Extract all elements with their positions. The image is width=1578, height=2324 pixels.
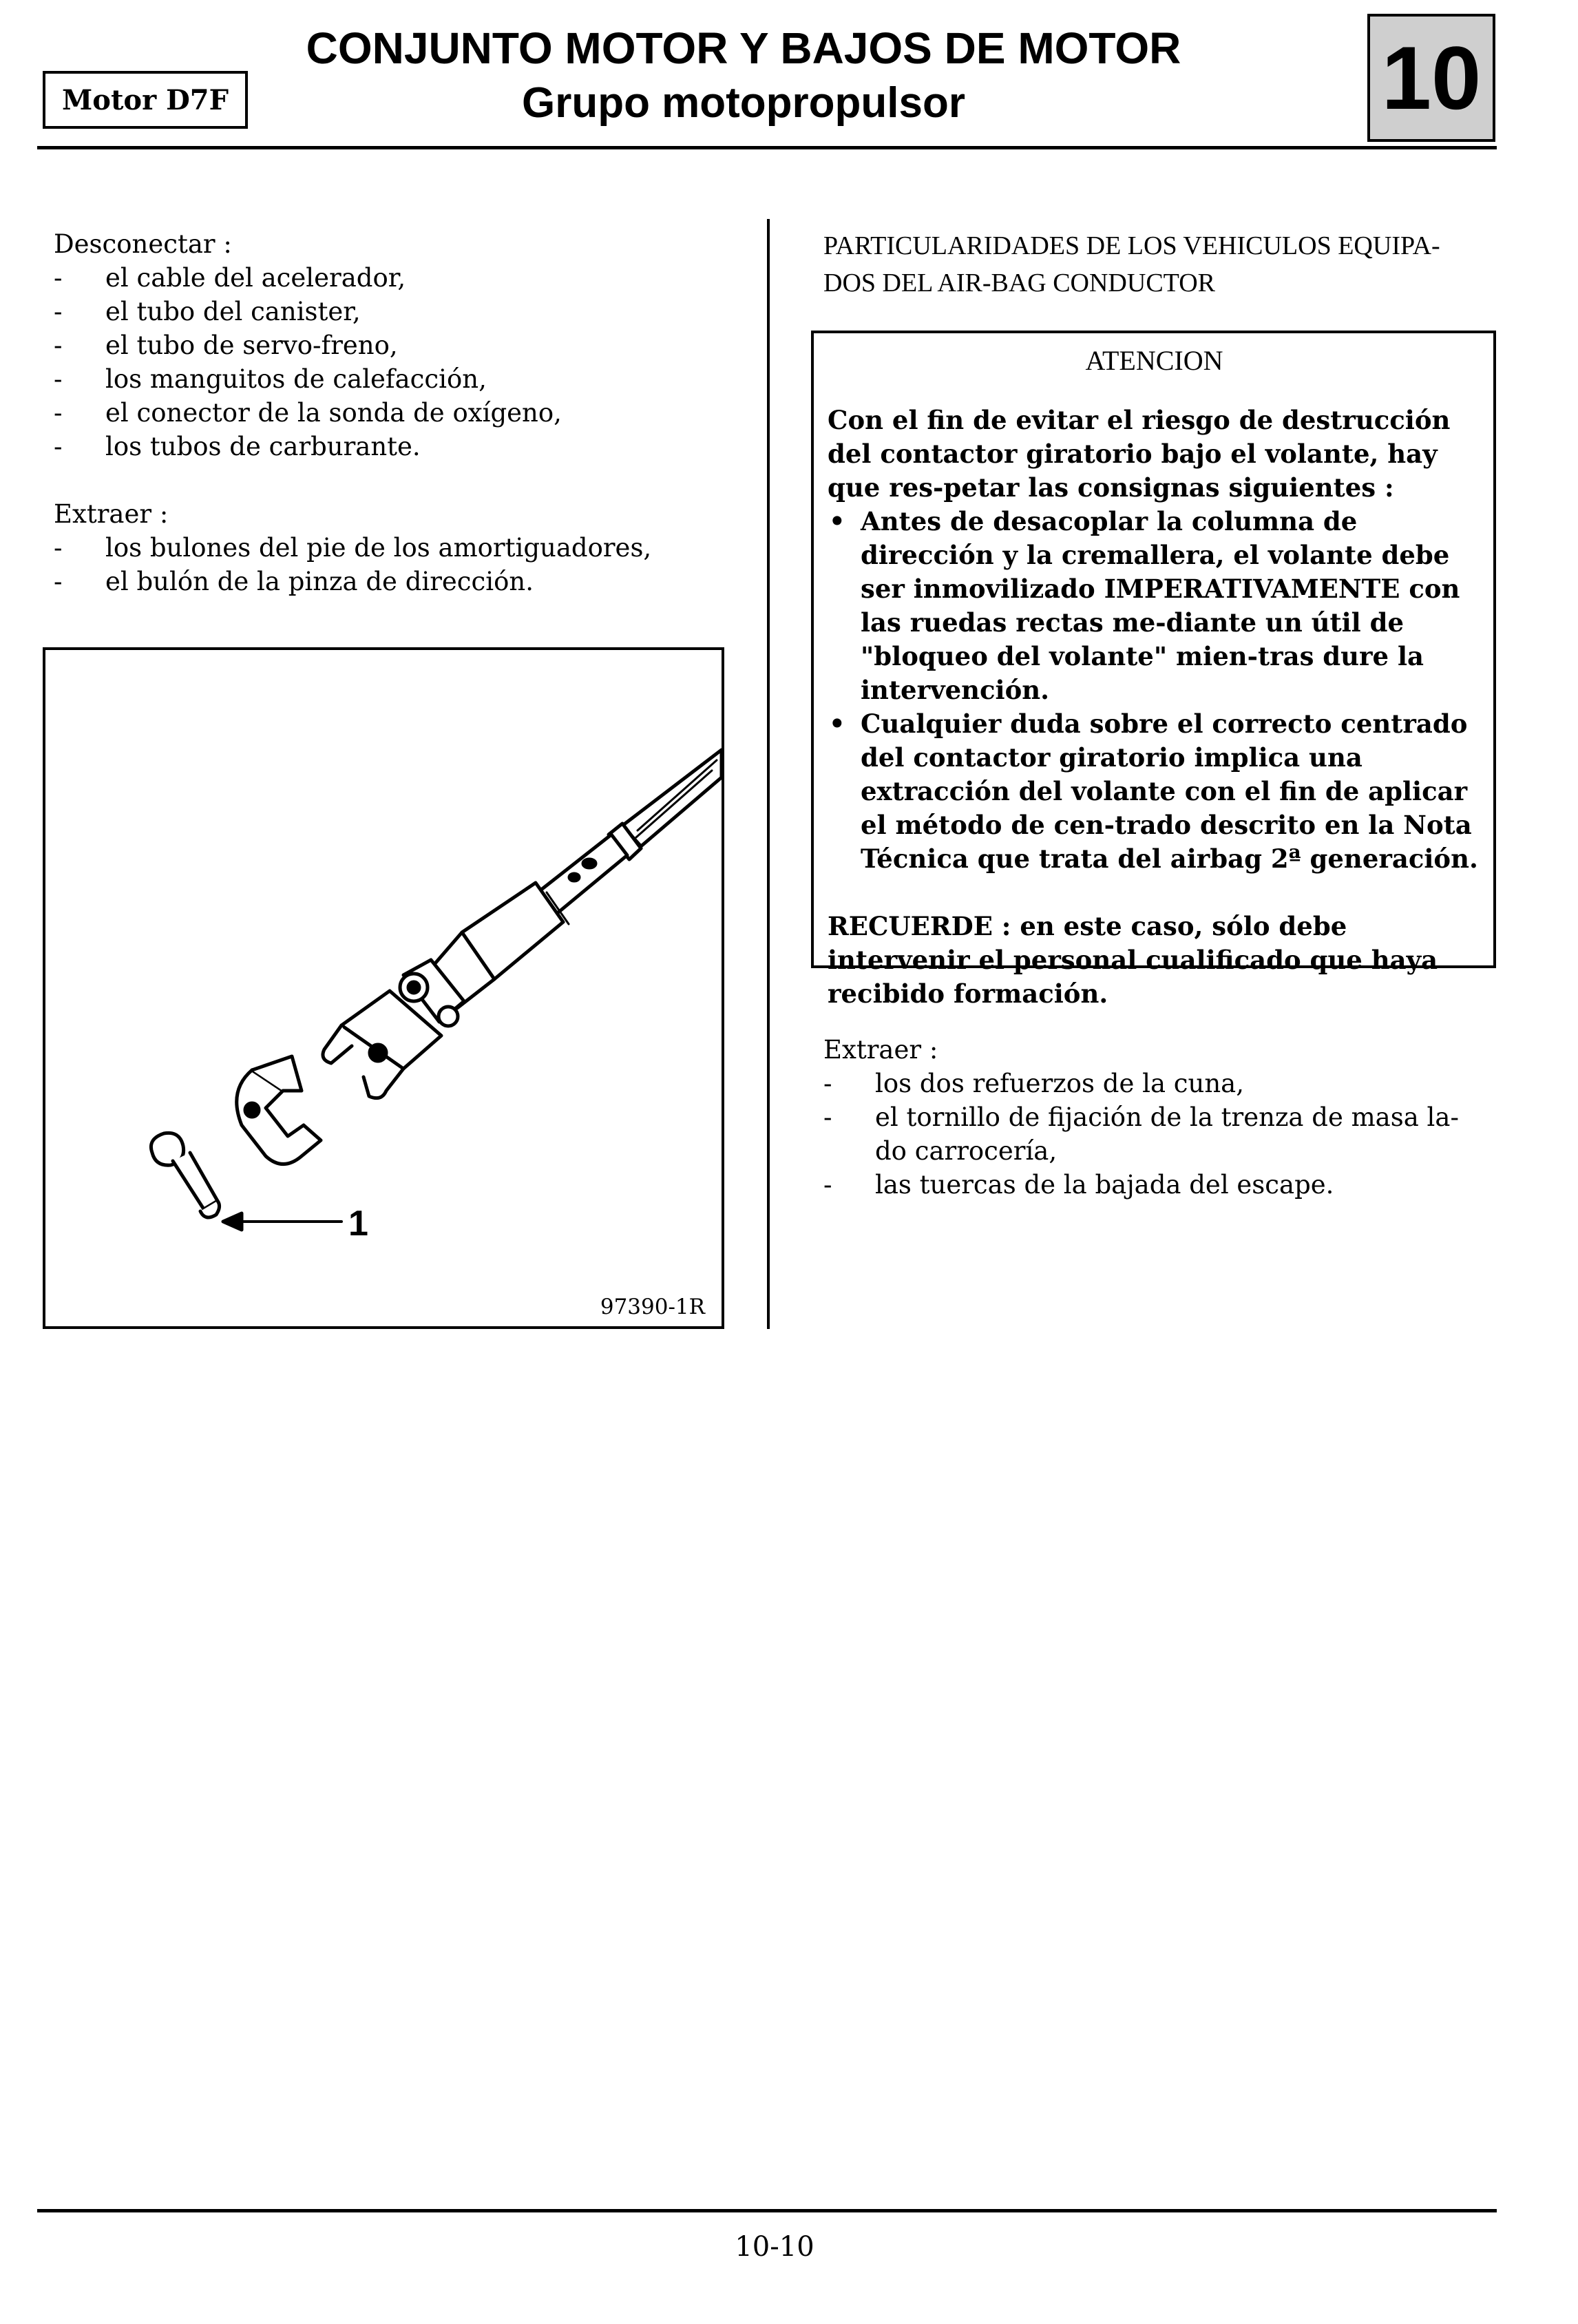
disconnect-list [54,261,742,463]
list-item: - los manguitos de calefacción, [54,362,742,396]
airbag-section-heading-text: PARTICULARIDADES DE LOS VEHICULOS EQUIPA- DOS DEL AIR-BAG CONDUCTOR [823,231,1440,297]
list-item: - los dos refuerzos de la cuna, [823,1067,1484,1100]
header-divider [37,146,1497,149]
attention-intro: Con el fin de evitar el riesgo de destrucción del contactor giratorio bajo el volante, hay que res-petar las consignas siguientes : [828,405,1451,503]
list-item: - los bulones del pie de los amortiguadores, [54,531,742,565]
page-title-sub: Grupo motopropulsor [521,79,966,127]
list-item: • Cualquier duda sobre el correcto centrado del contactor giratorio implica una extracción del volante con el fin de aplicar el método de cen-trado descrito en la Nota Técnica que trata del airbag 2ª generación. [828,707,1481,876]
page-number: 10-10 [735,2231,814,2263]
disconnect-lead: Desconectar : [54,229,232,259]
attention-note: RECUERDE : en este caso, sólo debe intervenir el personal cualificado que haya recibido formación. [828,911,1438,1009]
page-title-main: CONJUNTO MOTOR Y BAJOS DE MOTOR [306,23,1181,73]
remove-list [54,531,742,598]
footer-divider [37,2209,1497,2212]
list-item: - las tuercas de la bajada del escape. [823,1168,1484,1202]
list-item: • Antes de desacoplar la columna de dirección y la cremallera, el volante debe ser inmovilizado IMPERATIVAMENTE con las ruedas rectas me-diante un útil de "bloqueo del volante" mien-tras dure la intervención. [828,505,1481,707]
motor-label [43,71,248,129]
remove-lead: Extraer : [54,499,169,529]
figure-caption: 97390-1R [600,1295,705,1319]
list-item: - el cable del acelerador, [54,261,742,295]
airbag-section-heading [823,227,1443,302]
left-column [54,227,742,598]
section-number [1367,14,1495,142]
attention-box [811,331,1496,1009]
list-item: - los tubos de carburante. [54,430,742,463]
list-item: - el tubo del canister, [54,295,742,328]
section-number-text: 10 [1381,28,1482,128]
remove-list [823,1067,1484,1202]
list-item: - el bulón de la pinza de dirección. [54,565,742,598]
steering-joint-figure [43,647,724,1329]
list-item: - el tornillo de fijación de la trenza de masa la-do carrocería, [823,1100,1484,1168]
list-item: - el conector de la sonda de oxígeno, [54,396,742,430]
page-title [248,21,1239,131]
column-divider [767,219,770,1329]
motor-label-text: Motor D7F [61,83,229,116]
list-item: - el tubo de servo-freno, [54,328,742,362]
steering-joint-drawing [45,650,722,1326]
figure-callout-1: 1 [348,1204,368,1244]
attention-title: ATENCION [1085,345,1223,376]
remove-lead: Extraer : [823,1035,938,1065]
attention-bullet-list [828,505,1481,876]
right-remove-section [823,1033,1484,1202]
